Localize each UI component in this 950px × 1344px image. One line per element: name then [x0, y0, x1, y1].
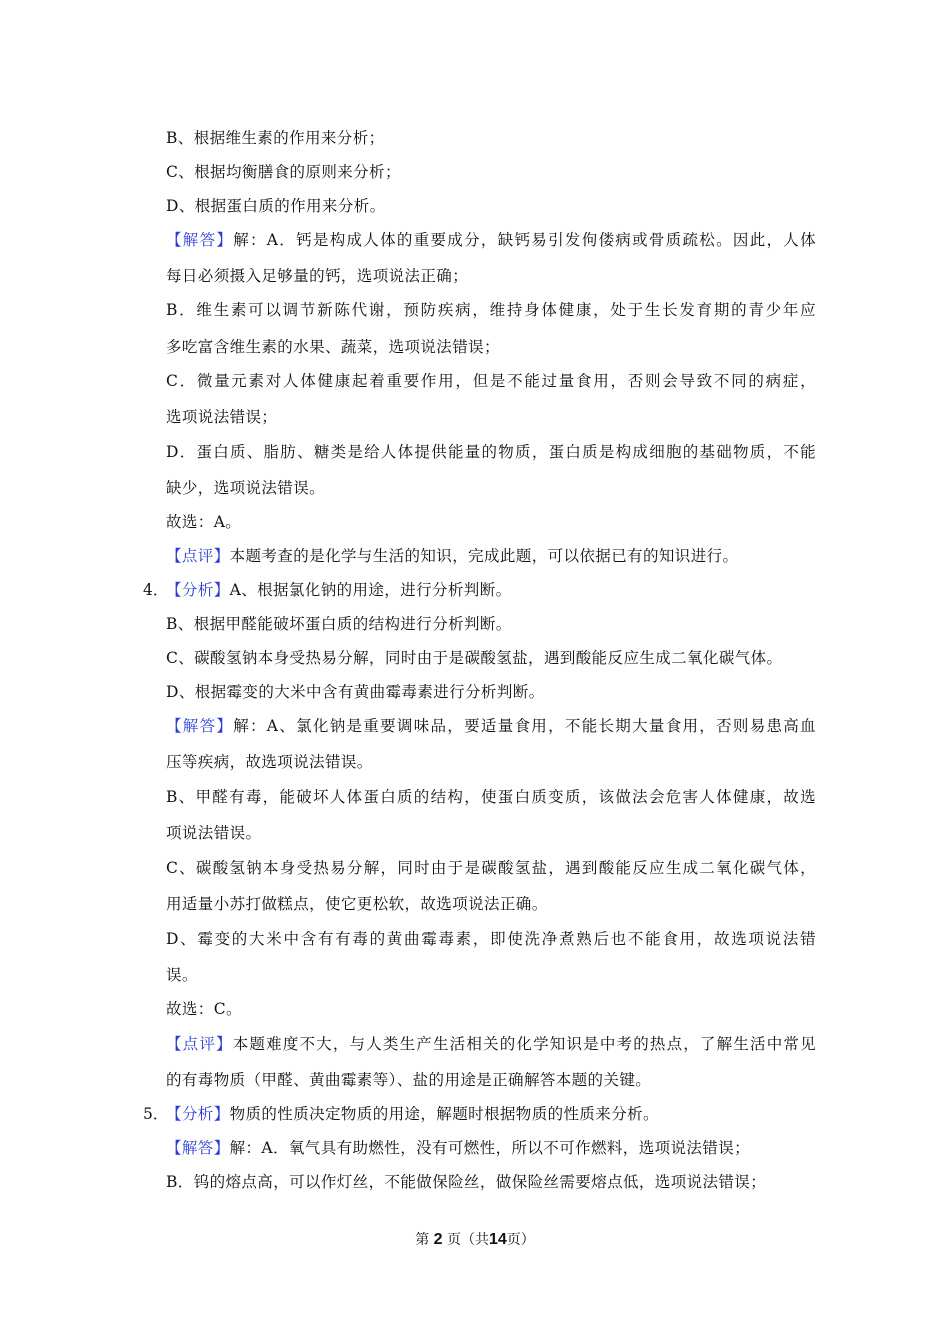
text-line: B、根据甲醛能破坏蛋白质的结构进行分析判断。: [166, 615, 512, 633]
comment-tag: 【点评】: [166, 547, 230, 565]
text-line: 故选：C。: [166, 1000, 242, 1018]
text-line: 误。: [166, 966, 198, 984]
text-line: 故选：A。: [166, 513, 242, 531]
text-line: 用适量小苏打做糕点，使它更松软，故选项说法正确。: [166, 895, 548, 913]
text-line: 多吃富含维生素的水果、蔬菜，选项说法错误；: [166, 338, 500, 356]
analysis-tag: 【分析】: [166, 581, 230, 599]
text-line: 缺少，选项说法错误。: [166, 479, 326, 497]
text-line: 【解答】解：A．氧气具有助燃性，没有可燃性，所以不可作燃料，选项说法错误；: [166, 1139, 751, 1157]
text-line: 每日必须摄入足够量的钙，选项说法正确；: [166, 267, 469, 285]
text-line: 压等疾病，故选项说法错误。: [166, 753, 373, 771]
answer-tag: 【解答】: [166, 231, 234, 249]
text-line: B、甲醛有毒，能破坏人体蛋白质的结构，使蛋白质变质，该做法会危害人体健康，故选: [166, 788, 816, 806]
text-line: 【点评】本题难度不大，与人类生产生活相关的化学知识是中考的热点，了解生活中常见: [166, 1035, 816, 1053]
comment-tag: 【点评】: [166, 1035, 233, 1053]
text-line: D、根据霉变的大米中含有黄曲霉毒素进行分析判断。: [166, 683, 545, 701]
page-footer: 第 2 页（共14页）: [415, 1231, 535, 1248]
analysis-tag: 【分析】: [166, 1105, 230, 1123]
text-line: 【解答】解：A、氯化钠是重要调味品，要适量食用，不能长期大量食用，否则易患高血: [166, 717, 816, 735]
text-line: C．微量元素对人体健康起着重要作用，但是不能过量食用，否则会导致不同的病症，: [166, 372, 816, 390]
text-line: 【点评】本题考查的是化学与生活的知识，完成此题，可以依据已有的知识进行。: [166, 547, 739, 565]
text-line: 【分析】A、根据氯化钠的用途，进行分析判断。: [166, 581, 512, 599]
text-line: D．蛋白质、脂肪、糖类是给人体提供能量的物质，蛋白质是构成细胞的基础物质，不能: [166, 443, 816, 461]
text-line: 的有毒物质（甲醛、黄曲霉素等）、盐的用途是正确解答本题的关键。: [166, 1071, 652, 1089]
text-line: 选项说法错误；: [166, 408, 278, 426]
text-line: C、根据均衡膳食的原则来分析；: [166, 163, 401, 181]
question-number: 5．: [143, 1105, 169, 1123]
text-line: D、根据蛋白质的作用来分析。: [166, 197, 386, 215]
text-line: D、霉变的大米中含有有毒的黄曲霉毒素，即使洗净煮熟后也不能食用，故选项说法错: [166, 930, 816, 948]
answer-tag: 【解答】: [166, 717, 234, 735]
question-number: 4．: [143, 581, 169, 599]
page-number: 2: [433, 1231, 443, 1248]
text-line: 【解答】解：A．钙是构成人体的重要成分，缺钙易引发佝偻病或骨质疏松。因此，人体: [166, 231, 816, 249]
text-line: C、碳酸氢钠本身受热易分解，同时由于是碳酸氢盐，遇到酸能反应生成二氧化碳气体，: [166, 859, 816, 877]
text-line: 项说法错误。: [166, 824, 262, 842]
text-line: B、根据维生素的作用来分析；: [166, 129, 385, 147]
text-line: B．维生素可以调节新陈代谢，预防疾病，维持身体健康，处于生长发育期的青少年应: [166, 301, 816, 319]
total-pages: 14: [489, 1231, 507, 1248]
text-line: C、碳酸氢钠本身受热易分解，同时由于是碳酸氢盐，遇到酸能反应生成二氧化碳气体。: [166, 649, 783, 667]
text-line: 【分析】物质的性质决定物质的用途，解题时根据物质的性质来分析。: [166, 1105, 659, 1123]
text-line: B．钨的熔点高，可以作灯丝，不能做保险丝，做保险丝需要熔点低，选项说法错误；: [166, 1173, 767, 1191]
answer-tag: 【解答】: [166, 1139, 230, 1157]
